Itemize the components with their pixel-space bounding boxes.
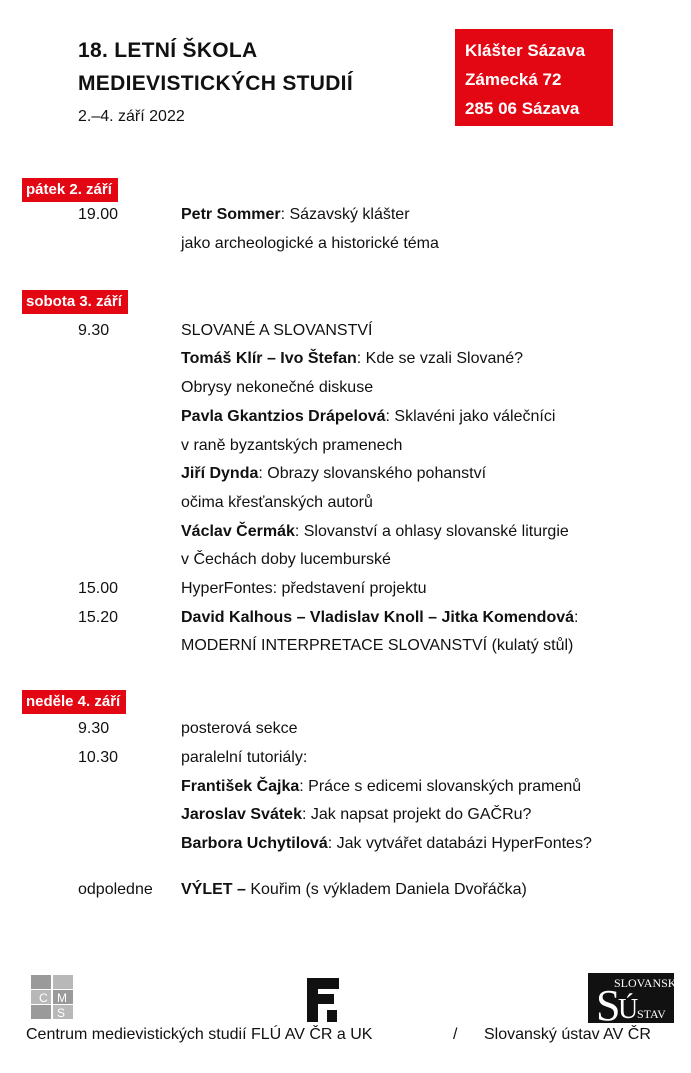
saturday-talk-1 xyxy=(181,344,523,373)
event-dates: 2.–4. září 2022 xyxy=(78,108,185,125)
saturday-talk-5 xyxy=(181,603,578,632)
talk-title: : Jak napsat projekt do GAČRu? xyxy=(301,806,532,823)
speaker-name: Petr Sommer xyxy=(181,206,281,223)
cms-letter-c: C xyxy=(39,991,48,1005)
sunday-item-1: posterová sekce xyxy=(181,720,298,737)
address-line-2: Zámecká 72 xyxy=(465,70,562,89)
sunday-tutorial-2 xyxy=(181,800,531,829)
trip-label: VÝLET – xyxy=(181,881,246,898)
sunday-tutorial-1 xyxy=(181,772,581,801)
sunday-time-3: odpoledne xyxy=(78,881,153,898)
cms-letter-m: M xyxy=(57,991,67,1005)
talk-title: : Obrazy slovanského pohanství xyxy=(258,465,487,482)
saturday-time-3: 15.20 xyxy=(78,609,119,626)
talk-title: : Jak vytvářet databázi HyperFontes? xyxy=(327,835,592,852)
saturday-time-1: 9.30 xyxy=(78,322,110,339)
footer-right: Slovanský ústav AV ČR xyxy=(484,1026,651,1043)
speaker-name: František Čajka xyxy=(181,778,300,795)
address-box xyxy=(455,29,613,126)
day-label-friday: pátek 2. září xyxy=(22,178,118,202)
talk-title: : Kde se vzali Slované? xyxy=(356,350,524,367)
saturday-time-2: 15.00 xyxy=(78,580,119,597)
flu-logo xyxy=(307,978,339,1027)
saturday-item-2: HyperFontes: představení projektu xyxy=(181,580,427,597)
talk-title: : Sklavéni jako válečníci xyxy=(385,408,556,425)
saturday-talk-4 xyxy=(181,517,569,546)
speaker-name: Jiří Dynda xyxy=(181,465,259,482)
cms-logo xyxy=(31,975,73,1024)
su-letter-u: Ú xyxy=(618,994,639,1025)
title-line-1: 18. LETNÍ ŠKOLA xyxy=(78,39,258,62)
speaker-name: Václav Čermák xyxy=(181,523,295,540)
saturday-talk-5-cont: MODERNÍ INTERPRETACE SLOVANSTVÍ (kulatý stůl) xyxy=(181,637,574,654)
su-letter-s: S xyxy=(596,981,621,1030)
day-label-saturday: sobota 3. září xyxy=(22,290,128,314)
cms-letter-s: S xyxy=(57,1006,66,1020)
title-line-2: MEDIEVISTICKÝCH STUDIÍ xyxy=(78,72,353,95)
day-label-sunday: neděle 4. září xyxy=(22,690,126,714)
friday-talk-1 xyxy=(181,200,410,229)
address-line-3: 285 06 Sázava xyxy=(465,99,580,118)
saturday-talk-2 xyxy=(181,402,555,431)
speaker-name: Barbora Uchytilová xyxy=(181,835,328,852)
friday-talk-1-cont: jako archeologické a historické téma xyxy=(181,235,439,252)
page-title xyxy=(78,34,353,100)
trip-detail: Kouřim (s výkladem Daniela Dvořáčka) xyxy=(245,881,527,898)
saturday-talk-4-cont: v Čechách doby lucemburské xyxy=(181,551,391,568)
talk-title: : Práce s edicemi slovanských pramenů xyxy=(299,778,582,795)
speaker-name: David Kalhous – Vladislav Knoll – Jitka Komendová xyxy=(181,609,575,626)
saturday-section-title: SLOVANÉ A SLOVANSTVÍ xyxy=(181,322,373,339)
speaker-name: Pavla Gkantzios Drápelová xyxy=(181,408,386,425)
friday-time-1: 19.00 xyxy=(78,206,119,223)
su-stav-text: STAV xyxy=(637,1007,666,1021)
talk-title: : Slovanství a ohlasy slovanské liturgie xyxy=(294,523,569,540)
footer-left: Centrum medievistických studií FLÚ AV ČR a UK xyxy=(26,1026,373,1043)
slovansky-ustav-logo xyxy=(588,973,686,1030)
footer-separator: / xyxy=(453,1026,458,1043)
speaker-name: Jaroslav Svátek xyxy=(181,806,302,823)
talk-title: : xyxy=(574,609,579,626)
saturday-talk-1-cont: Obrysy nekonečné diskuse xyxy=(181,379,374,396)
saturday-talk-3 xyxy=(181,459,486,488)
sunday-tutorial-3 xyxy=(181,829,592,858)
saturday-talk-2-cont: v raně byzantských pramenech xyxy=(181,437,403,454)
sunday-time-2: 10.30 xyxy=(78,749,119,766)
sunday-time-1: 9.30 xyxy=(78,720,110,737)
speaker-name: Tomáš Klír – Ivo Štefan xyxy=(181,350,357,367)
saturday-talk-3-cont: očima křesťanských autorů xyxy=(181,494,373,511)
sunday-item-2: paralelní tutoriály: xyxy=(181,749,308,766)
su-top-text: SLOVANSKÝ xyxy=(614,976,686,990)
address-line-1: Klášter Sázava xyxy=(465,41,586,60)
sunday-trip xyxy=(181,875,527,904)
talk-title: : Sázavský klášter xyxy=(280,206,410,223)
